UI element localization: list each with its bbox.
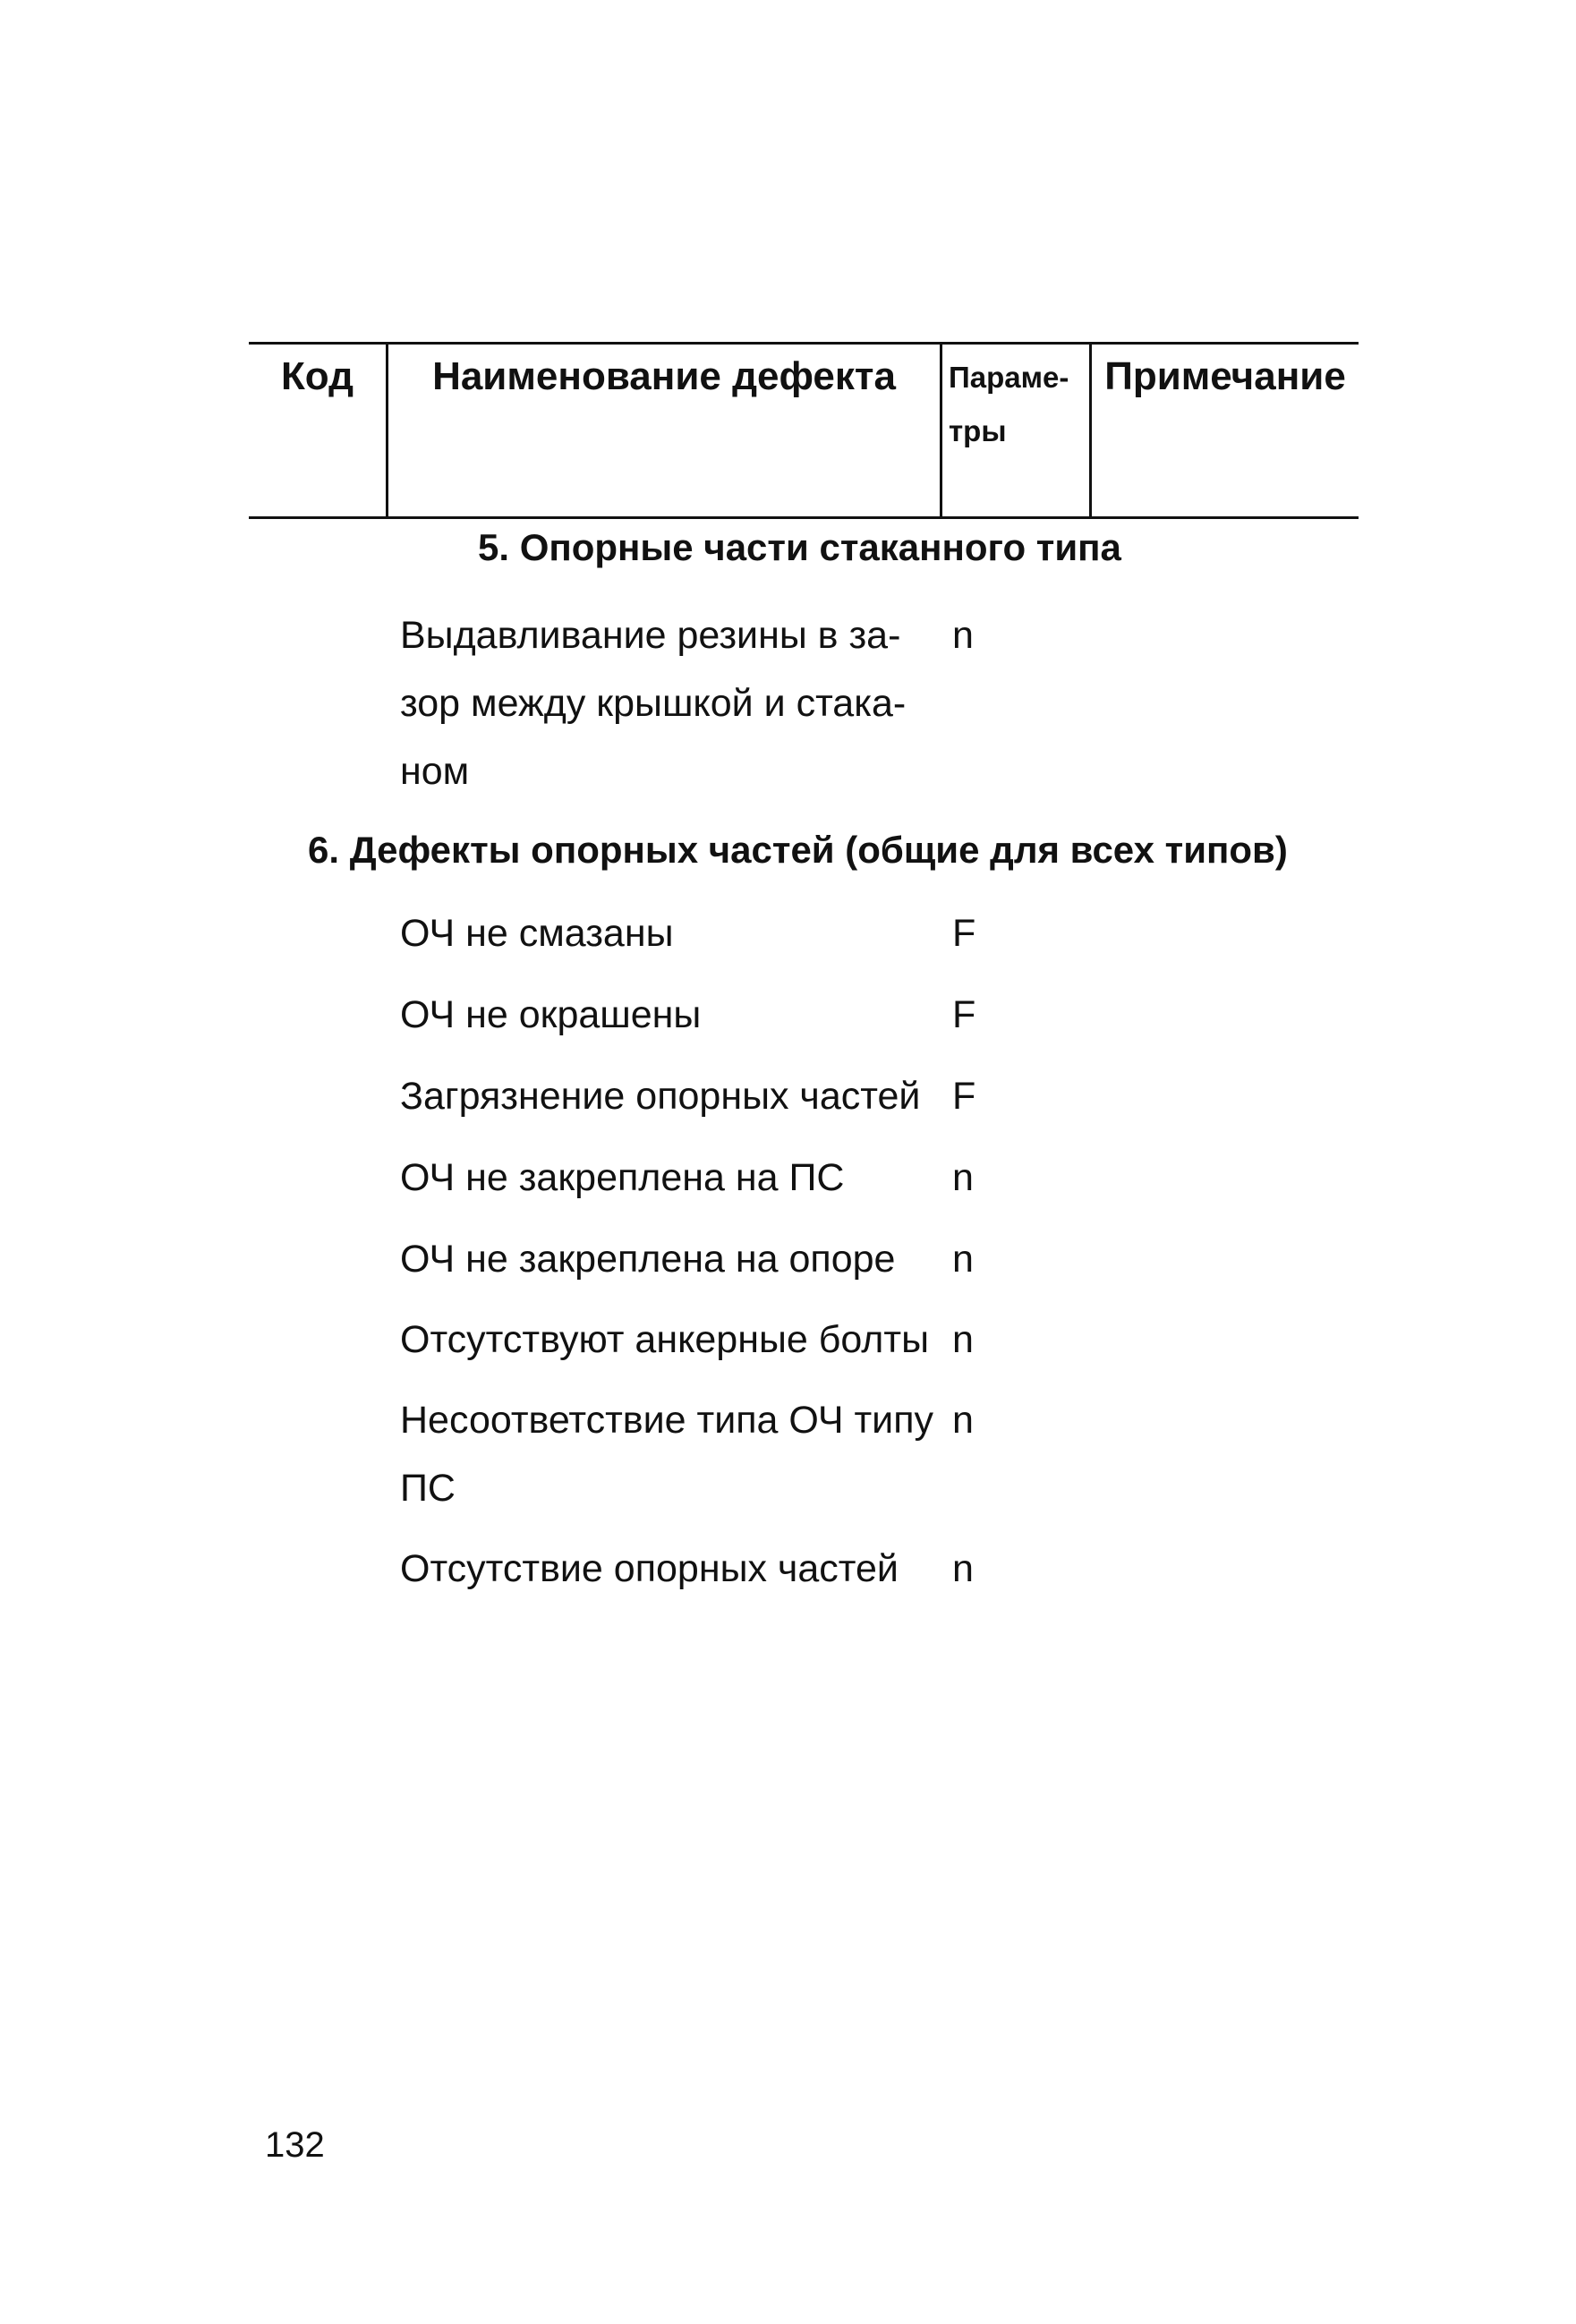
defect-param: F [952, 912, 976, 955]
header-code: Код [280, 354, 354, 398]
defect-param: n [952, 1238, 974, 1281]
page-number: 132 [265, 2125, 325, 2165]
header-defect-name: Наименование дефекта [432, 354, 896, 398]
header-note: Примечание [1104, 354, 1346, 398]
defect-name: ОЧ не закреплена на опоре [400, 1238, 896, 1281]
defect-param: n [952, 1318, 974, 1361]
header-top-rule [249, 342, 1359, 345]
defect-name: Несоответствие типа ОЧ типу ПС [400, 1399, 933, 1510]
defect-name: ОЧ не закреплена на ПС [400, 1156, 845, 1199]
defect-param: n [952, 614, 974, 657]
section-title-5: 5. Опорные части стаканного типа [478, 526, 1121, 568]
defect-param: n [952, 1547, 974, 1590]
defect-name: ОЧ не окрашены [400, 993, 702, 1036]
defect-name: Выдавливание резины в за- зор между крышкой и стака- ном [400, 614, 907, 793]
defect-param: F [952, 993, 976, 1036]
header-params: Параме- тры [949, 361, 1069, 447]
defect-name: Загрязнение опорных частей [400, 1075, 921, 1118]
header-bottom-rule [249, 516, 1359, 519]
defect-param: n [952, 1399, 974, 1442]
header-divider-2 [940, 344, 942, 519]
section-title-6: 6. Дефекты опорных частей (общие для всех типов) [308, 829, 1288, 871]
defect-param: F [952, 1075, 976, 1118]
defect-param: n [952, 1156, 974, 1199]
defect-name: ОЧ не смазаны [400, 912, 674, 955]
defect-name: Отсутствуют анкерные болты [400, 1318, 929, 1361]
defect-name: Отсутствие опорных частей [400, 1547, 899, 1590]
